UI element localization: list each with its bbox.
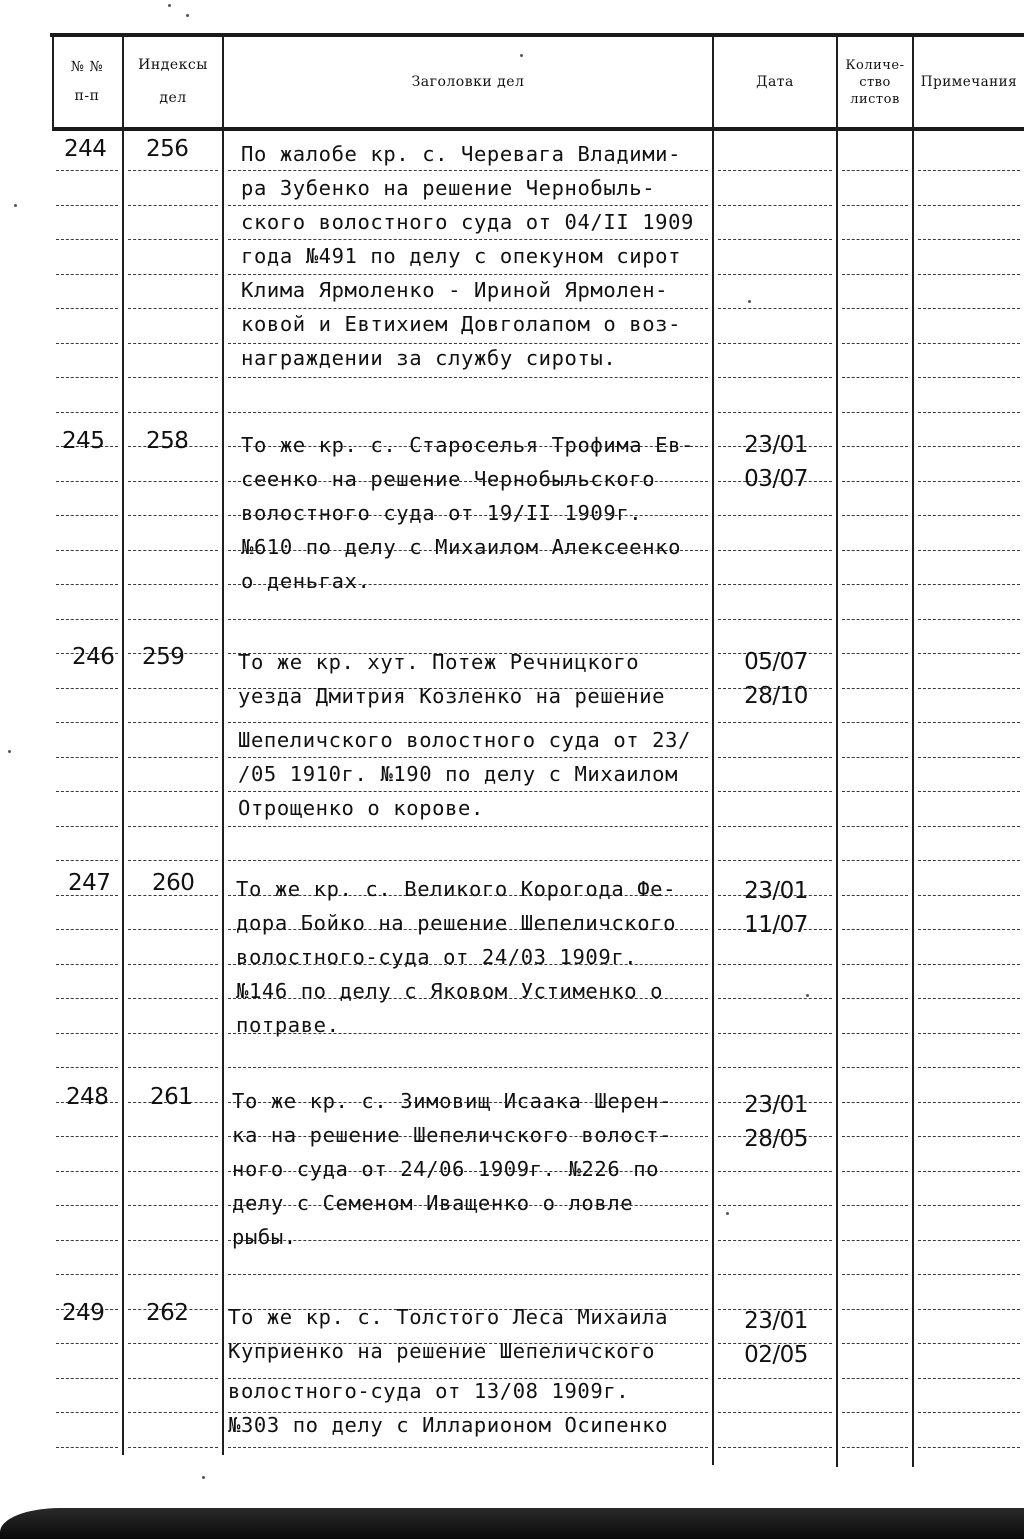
ruled-line [128,170,218,171]
ruled-line [128,515,218,516]
ruled-line [842,688,908,689]
ruled-line [228,377,708,378]
entry-dates [724,1088,828,1156]
ruled-line [842,860,908,861]
ruled-line [842,481,908,482]
scan-speck [14,204,17,207]
ruled-line [56,722,118,723]
ruled-line [842,722,908,723]
entry-title-line: Отрощенко о корове. [238,796,484,820]
entry-title-line: о деньгах. [241,569,371,593]
entry-index: 260 [152,870,195,896]
ruled-line [128,860,218,861]
ruled-line [56,1412,118,1413]
ruled-line [918,964,1020,965]
entry-title-line: Клима Ярмоленко - Ириной Ярмолен- [241,278,669,302]
entry-number: 249 [62,1300,105,1326]
ruled-line [918,239,1020,240]
ruled-line [718,377,832,378]
ruled-line [128,1033,218,1034]
ruled-line [56,550,118,551]
ruled-line [842,1136,908,1137]
ruled-line [918,1136,1020,1137]
ruled-line [56,170,118,171]
ruled-line [918,343,1020,344]
ruled-line [918,1378,1020,1379]
ruled-line [918,619,1020,620]
entry-title-line: То же кр. хут. Потеж Речницкого [238,650,640,674]
ruled-line [718,1447,832,1448]
ruled-line [842,1240,908,1241]
ruled-line [128,481,218,482]
entry-dates [724,645,828,713]
ruled-line [918,1309,1020,1310]
ruled-line [128,688,218,689]
ruled-line [842,308,908,309]
ruled-line [128,1136,218,1137]
entry-index: 262 [146,1300,189,1326]
ruled-line [842,826,908,827]
ruled-line [918,584,1020,585]
ruled-line [128,826,218,827]
scan-speck [186,14,189,17]
column-divider-index-title [222,35,224,1455]
entry-title-line: награждении за службу сироты. [241,346,617,370]
entry-title [241,428,721,598]
ruled-line [918,860,1020,861]
ruled-line [56,757,118,758]
entry-title-line: ра Зубенко на решение Чернобыль- [241,176,656,200]
ruled-line [718,826,832,827]
ruled-line [718,998,832,999]
ruled-line [842,550,908,551]
ruled-line [918,1412,1020,1413]
header-sheets-label-2: ство [859,74,891,90]
ruled-line [128,1274,218,1275]
entry-title-line: ского волостного суда от 04/II 1909 [241,210,694,234]
ruled-line [918,1205,1020,1206]
ruled-line [56,1447,118,1448]
entry-date-end: 11/07 [744,912,808,938]
ruled-line [56,998,118,999]
entry-date-end: 28/05 [744,1126,808,1152]
header-sheets-label-3: листов [850,91,900,107]
header-bottom-rule [52,127,1024,131]
ruled-line [56,584,118,585]
ruled-line [842,757,908,758]
ruled-line [128,1067,218,1068]
ruled-line [228,826,708,827]
ruled-line [842,377,908,378]
header-notes-column [914,40,1024,124]
ruled-line [128,308,218,309]
ruled-line [128,412,218,413]
ruled-line [56,1378,118,1379]
ruled-line [56,929,118,930]
ruled-line [918,308,1020,309]
entry-title-line: дора Бойко на решение Шепеличского [236,911,677,935]
scan-speck [520,54,523,57]
ruled-line [842,1205,908,1206]
ruled-line [128,274,218,275]
entry-date-end: 28/10 [744,683,808,709]
ruled-line [842,1343,908,1344]
ruled-line [918,1033,1020,1034]
ruled-line [128,619,218,620]
entry-title [236,872,716,1042]
ruled-line [56,308,118,309]
ruled-line [718,860,832,861]
ruled-line [918,653,1020,654]
entry-index: 258 [146,428,189,454]
entry-title-line: ка на решение Шепеличского волост- [232,1123,673,1147]
header-date-label: Дата [756,73,794,90]
ruled-line [128,791,218,792]
ruled-line [718,722,832,723]
entry-date-end: 02/05 [744,1342,808,1368]
ruled-line [842,964,908,965]
entry-date-start: 23/01 [744,432,808,458]
ruled-line [718,515,832,516]
ruled-line [842,274,908,275]
ruled-line [718,170,832,171]
ruled-line [842,239,908,240]
ruled-line [56,860,118,861]
ruled-line [718,1378,832,1379]
ruled-line [56,791,118,792]
column-divider-sheets-notes [912,35,914,1467]
ruled-line [128,1447,218,1448]
ruled-line [718,619,832,620]
entry-title-line: Шепеличского волостного суда от 23/ [238,728,691,752]
ruled-line [918,412,1020,413]
entry-title-line: рыбы. [232,1225,297,1249]
ruled-line [128,1343,218,1344]
ruled-line [128,998,218,999]
ruled-line [842,1102,908,1103]
entry-title-line: волостного суда от 19/II 1909г. [241,501,643,525]
ruled-line [718,964,832,965]
ruled-line [718,412,832,413]
ruled-line [718,791,832,792]
header-index-column [124,40,222,124]
ruled-line [56,964,118,965]
entry-title-line: потраве. [236,1013,340,1037]
ruled-line [56,377,118,378]
ruled-line [842,998,908,999]
entry-title-line: То же кр. с. Зимовищ Исаака Шерен- [232,1089,673,1113]
ruled-line [56,1067,118,1068]
ruled-line [718,1205,832,1206]
ruled-line [718,274,832,275]
ruled-line [842,1412,908,1413]
header-title-label: Заголовки дел [411,73,525,90]
header-number-label: № № [70,59,104,75]
ruled-line [918,895,1020,896]
ruled-line [228,1447,708,1448]
ruled-line [718,308,832,309]
entry-title-line: Куприенко на решение Шепеличского [228,1339,656,1363]
ruled-line [718,584,832,585]
entry-title-line: То же кр. с. Староселья Трофима Ев- [241,433,694,457]
ruled-line [56,1240,118,1241]
ruled-line [842,1171,908,1172]
ruled-line [128,757,218,758]
ruled-line [842,170,908,171]
ruled-line [718,1274,832,1275]
entry-dates [724,428,828,496]
entry-dates [724,874,828,942]
header-sheets-label-1: Количе- [845,57,905,73]
entry-date-start: 05/07 [744,649,808,675]
ruled-line [56,343,118,344]
scan-speck [748,300,751,303]
ruled-line [842,515,908,516]
scan-speck [202,1476,205,1479]
entry-title-line: /05 1910г. №190 по делу с Михаилом [238,762,679,786]
ruled-line [56,1171,118,1172]
ruled-line [56,1274,118,1275]
ruled-line [128,1205,218,1206]
entry-title-line: уезда Дмитрия Козленко на решение [238,684,666,708]
ruled-line [842,895,908,896]
ruled-line [842,1447,908,1448]
ruled-line [56,619,118,620]
entry-title-line: волостного-суда от 13/08 1909г. [228,1379,630,1403]
ruled-line [918,998,1020,999]
ruled-line [228,860,708,861]
ruled-line [718,1067,832,1068]
ruled-line [842,619,908,620]
entry-number: 247 [68,870,111,896]
ruled-line [842,791,908,792]
ruled-line [56,1205,118,1206]
ruled-line [128,964,218,965]
ruled-line [128,929,218,930]
ruled-line [128,584,218,585]
ruled-line [842,1067,908,1068]
entry-index: 261 [150,1084,193,1110]
ruled-line [228,1274,708,1275]
ruled-line [228,619,708,620]
header-number-column [52,40,122,124]
ruled-line [56,1033,118,1034]
entry-index: 256 [146,136,189,162]
ruled-line [718,205,832,206]
ruled-line [918,550,1020,551]
entry-title [238,645,718,825]
ruled-line [918,377,1020,378]
header-index-sublabel: дел [159,90,187,106]
ruled-line [918,791,1020,792]
ruled-line [842,446,908,447]
ruled-line [56,1343,118,1344]
ruled-line [56,826,118,827]
ruled-line [918,1447,1020,1448]
scan-speck [806,994,809,997]
header-number-sublabel: п-п [74,88,100,104]
ruled-line [56,274,118,275]
ruled-line [918,446,1020,447]
ruled-line [128,1171,218,1172]
ruled-line [718,1171,832,1172]
column-divider-number-index [122,35,124,1455]
ruled-line [128,550,218,551]
ruled-line [56,481,118,482]
entry-number: 245 [62,428,105,454]
ruled-line [228,1067,708,1068]
ruled-line [128,1240,218,1241]
ruled-line [842,1378,908,1379]
entry-title-line: №303 по делу с Илларионом Осипенко [228,1413,669,1437]
ruled-line [842,205,908,206]
scan-speck [8,750,11,753]
ruled-line [918,1274,1020,1275]
scan-edge-shadow [0,1508,1024,1539]
ruled-line [842,929,908,930]
ruled-line [918,274,1020,275]
header-notes-label: Примечания [920,73,1018,90]
entry-title [228,1300,708,1442]
ruled-line [918,1343,1020,1344]
header-title-column [224,40,712,124]
entry-title-line: ного суда от 24/06 1909г. №226 по [232,1157,660,1181]
ruled-line [918,1171,1020,1172]
ruled-line [918,1067,1020,1068]
ruled-line [128,205,218,206]
entry-title-line: сеенко на решение Чернобыльского [241,467,656,491]
ruled-line [718,239,832,240]
ruled-line [842,412,908,413]
entry-title-line: То же кр. с. Великого Корогода Фе- [236,877,677,901]
entry-title-line: То же кр. с. Толстого Леса Михаила [228,1305,669,1329]
ruled-line [718,1240,832,1241]
entry-title-line: делу с Семеном Иващенко о ловле [232,1191,634,1215]
header-index-label: Индексы [138,57,208,73]
entry-index: 259 [142,644,185,670]
ruled-line [842,1309,908,1310]
ruled-line [718,1033,832,1034]
entry-title [241,137,721,375]
ruled-line [718,757,832,758]
ruled-line [718,343,832,344]
ruled-line [918,205,1020,206]
entry-number: 244 [64,136,107,162]
header-top-rule [50,33,1024,37]
ruled-line [128,239,218,240]
ruled-line [718,1412,832,1413]
ruled-line [918,722,1020,723]
entry-title [232,1084,712,1254]
ruled-line [918,1102,1020,1103]
scan-speck [168,4,171,7]
ruled-line [918,929,1020,930]
column-divider-date-sheets [836,35,838,1467]
ruled-line [918,757,1020,758]
entry-date-start: 23/01 [744,878,808,904]
entry-date-start: 23/01 [744,1092,808,1118]
ruled-line [842,653,908,654]
ruled-line [918,481,1020,482]
ruled-line [56,205,118,206]
entry-title-line: По жалобе кр. с. Черевага Владими- [241,142,682,166]
entry-number: 246 [72,644,115,670]
ruled-line [918,170,1020,171]
ruled-line [842,1033,908,1034]
entry-dates [724,1304,828,1372]
entry-date-start: 23/01 [744,1308,808,1334]
ruled-line [56,688,118,689]
entry-number: 248 [66,1084,109,1110]
ruled-line [842,343,908,344]
ruled-line [128,343,218,344]
ruled-line [128,377,218,378]
header-date-column [714,40,836,124]
ruled-line [56,515,118,516]
ruled-line [56,412,118,413]
entry-date-end: 03/07 [744,466,808,492]
ruled-line [128,1378,218,1379]
entry-title-line: года №491 по делу с опекуном сирот [241,244,682,268]
ruled-line [918,515,1020,516]
scan-speck [726,1212,729,1215]
entry-title-line: волостного-суда от 24/03 1909г. [236,945,638,969]
ruled-line [128,1412,218,1413]
ruled-line [128,722,218,723]
ruled-line [56,239,118,240]
ruled-line [718,550,832,551]
entry-title-line: №610 по делу с Михаилом Алексеенко [241,535,682,559]
ruled-line [842,584,908,585]
entry-title-line: №146 по делу с Яковом Устименко о [236,979,664,1003]
header-sheets-column [838,40,912,124]
ruled-line [842,1274,908,1275]
ruled-line [918,688,1020,689]
entry-title-line: ковой и Евтихием Довголапом о воз- [241,312,682,336]
ruled-line [228,412,708,413]
ruled-line [56,1136,118,1137]
ruled-line [918,1240,1020,1241]
ruled-line [918,826,1020,827]
